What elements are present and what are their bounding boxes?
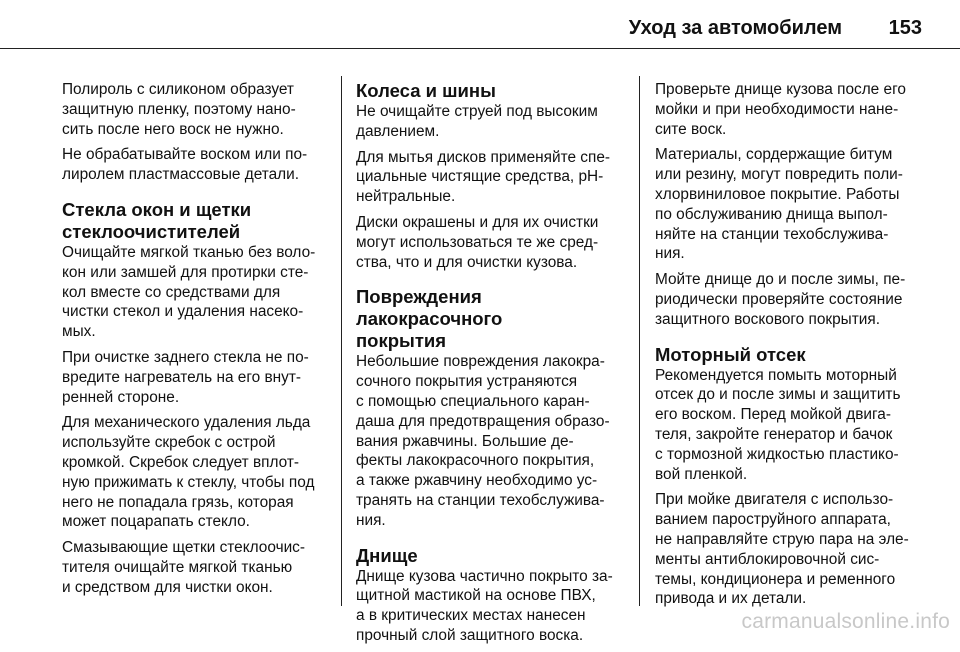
heading-windows-wipers: Стекла окон и щетки стеклоочистителей: [62, 198, 252, 242]
paragraph-underbody-check: Проверьте днище кузова после его мойки и при необходимости нане- сите воск.: [655, 81, 906, 138]
paragraph-painted-wheels: Диски окрашены и для их очистки могут использоваться те же сред- ства, что и для очистки кузова.: [356, 213, 599, 271]
paragraph-paint-repair: Небольшие повреждения лакокра- сочного покрытия устраняются с помощью специального каран- даша для предотвращения образо- вания ржавчины. Большие де- фекты лакокрасочного покрытия, а также ржавчину необходимо ус- транять на станции техобслужива- ния.: [356, 353, 610, 529]
paragraph-steam-cleaning: При мойке двигателя с использо- ванием пароструйного аппарата, не направляйте струю пара на эле- менты антиблокировочной сис- темы, кондиционера и ременного привода и их детали.: [655, 491, 909, 608]
column-divider: [341, 76, 342, 606]
column-middle: [356, 80, 618, 652]
paragraph-silicone-polish: Полироль с силиконом образует защитную пленку, поэтому нано- сить после него воск не нужно.: [62, 81, 296, 138]
column-right: [655, 80, 917, 615]
paragraph-winter-wash: Мойте днище до и после зимы, пе- риодически проверяйте состояние защитного воскового покрытия.: [655, 271, 906, 328]
paragraph-ice-scraper: Для механического удаления льда используйте скребок с острой кромкой. Скребок следует вплот- ную прижимать к стеклу, чтобы под него не попадала грязь, которая может поцарапать стекло.: [62, 414, 315, 531]
paragraph-window-cleaning: Очищайте мягкой тканью без воло- кон или замшей для протирки сте- кол вместе со средствами для чистки стекол и удаления насеко- мых.: [62, 243, 316, 341]
paragraph-no-pressure-wash: Не очищайте струей под высоким давлением.: [356, 103, 598, 140]
paragraph-wheel-cleaners: Для мытья дисков применяйте спе- циальные чистящие средства, pH- нейтральные.: [356, 148, 611, 206]
paragraph-rear-window: При очистке заднего стекла не по- вредите нагреватель на его внут- ренней стороне.: [62, 348, 309, 406]
watermark: carmanualsonline.info: [741, 610, 950, 633]
page-number: 153: [888, 17, 922, 39]
page-title: Уход за автомобилем: [628, 17, 842, 39]
header-divider: [0, 48, 960, 49]
column-divider: [639, 76, 640, 606]
heading-engine-compartment: Моторный отсек: [655, 343, 806, 365]
paragraph-underbody-coating: Днище кузова частично покрыто за- щитной мастикой на основе ПВХ, а в критических местах нанесен прочный слой защитного воска.: [356, 567, 613, 644]
heading-wheels-tyres: Колеса и шины: [356, 80, 496, 101]
paragraph-wiper-blades: Смазывающие щетки стеклоочис- тителя очищайте мягкой тканью и средством для чистки окон.: [62, 539, 306, 596]
paragraph-plastic-parts: Не обрабатывайте воском или по- лиролем пластмассовые детали.: [62, 146, 308, 184]
paragraph-bitumen-materials: Материалы, сордержащие битум или резину, могут повредить поли- хлорвиниловое покрытие. Работы по обслуживанию днища выпол- няйте на станции техобслужива- ния.: [655, 146, 903, 263]
heading-underbody: Днище: [356, 544, 418, 566]
column-left: [62, 80, 324, 604]
heading-paint-damage: Повреждения лакокрасочного покрытия: [356, 286, 503, 352]
page-header: [0, 0, 960, 48]
paragraph-engine-wash: Рекомендуется помыть моторный отсек до и после зимы и защитить его воском. Перед мойкой двига- теля, закройте генератор и бачок с тормозной жидкостью пластико- вой пленкой.: [655, 366, 901, 483]
